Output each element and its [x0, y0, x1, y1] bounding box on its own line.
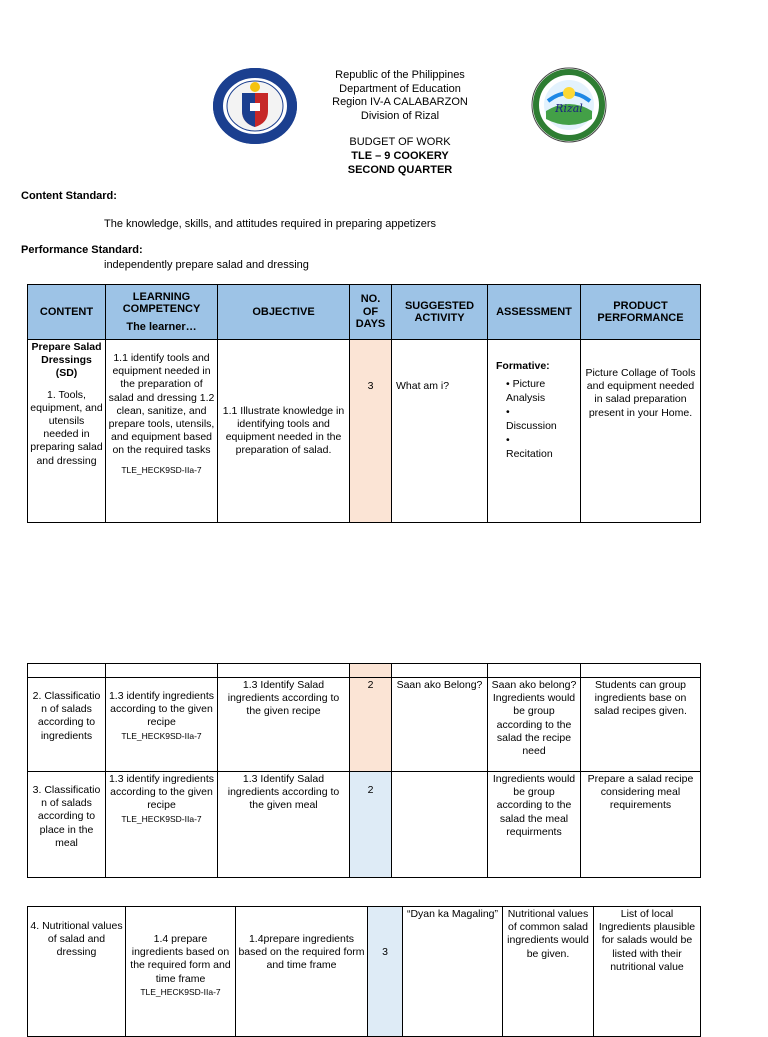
document-header — [300, 69, 500, 177]
budget-table-page2 — [27, 663, 701, 878]
document-title: BUDGET OF WORK — [349, 136, 451, 149]
row2-competency-cell — [106, 678, 218, 772]
row1-activity: What am i? — [392, 340, 488, 523]
empty-cell — [488, 664, 581, 678]
budget-table-page3 — [27, 906, 701, 1037]
header-line-republic: Republic of the Philippines — [335, 69, 465, 81]
row2-content: 2. Classificatio n of salads according to ingredients — [28, 678, 106, 772]
list-item: • — [506, 406, 510, 419]
row3-objective: 1.3 Identify Salad ingredients according to the given meal — [218, 772, 350, 878]
row3-competency: 1.3 identify ingredients according to the given recipe — [108, 773, 215, 812]
document-subject: TLE – 9 COOKERY — [351, 149, 449, 162]
row1-content-body: 1. Tools, equipment, and utensils needed in preparing salad and dressing — [30, 388, 103, 467]
header-line-region: Region IV-A CALABARZON — [332, 96, 468, 109]
row1-competency-cell — [106, 340, 218, 523]
row1-code: TLE_HECK9SD-IIa-7 — [121, 464, 202, 475]
row1-content-cell — [28, 340, 106, 523]
empty-cell — [218, 664, 350, 678]
row2-objective: 1.3 Identify Salad ingredients according to the given recipe — [218, 678, 350, 772]
content-standard-label: Content Standard: — [21, 190, 117, 202]
row4-product: List of local Ingredients plausible for salads would be listed with their nutritional value — [594, 907, 701, 1037]
list-item: Recitation — [506, 448, 553, 461]
document-quarter: SECOND QUARTER — [347, 163, 453, 176]
col-header-activity: SUGGESTED ACTIVITY — [392, 285, 488, 340]
row3-activity — [392, 772, 488, 878]
col-header-product: PRODUCT PERFORMANCE — [581, 285, 701, 340]
row2-assessment: Saan ako belong? Ingredients would be group according to the salad the recipe need — [488, 678, 581, 772]
row3-assessment: Ingredients would be group according to the salad the meal requirments — [488, 772, 581, 878]
row2-activity: Saan ako Belong? — [392, 678, 488, 772]
table-row — [28, 678, 701, 772]
row1-assessment-title: Formative: — [496, 360, 550, 372]
list-item: Discussion — [506, 420, 557, 433]
table-row — [28, 907, 701, 1037]
empty-cell — [106, 664, 218, 678]
row4-days: 3 — [368, 907, 403, 1037]
row3-days: 2 — [350, 772, 392, 878]
row2-days: 2 — [350, 678, 392, 772]
header-line-division: Division of Rizal — [360, 109, 440, 122]
col-header-assessment: ASSESSMENT — [488, 285, 581, 340]
deped-seal-logo — [212, 67, 298, 145]
header-line-department: Department of Education — [339, 82, 461, 95]
empty-cell — [28, 664, 106, 678]
row4-competency-cell — [126, 907, 236, 1037]
budget-table-page1 — [27, 284, 701, 523]
col-header-competency — [106, 285, 218, 340]
empty-cell — [350, 664, 392, 678]
row1-assessment-cell — [488, 340, 581, 523]
content-standard-text: The knowledge, skills, and attitudes required in preparing appetizers — [104, 218, 437, 230]
rizal-logo-text: Rizal — [555, 102, 583, 115]
table-header-row — [28, 285, 701, 340]
row4-competency: 1.4 prepare ingredients based on the required form and time frame — [130, 933, 231, 985]
empty-cell — [581, 664, 701, 678]
row4-assessment: Nutritional values of common salad ingredients would be given. — [503, 907, 594, 1037]
row1-competency: 1.1 identify tools and equipment needed in the preparation of salad and dressing 1.2 clean, sanitize, and prepare tools, utensils, and equipment based on the required tasks — [108, 352, 215, 457]
row2-product: Students can group ingredients base on salad recipes given. — [581, 678, 701, 772]
performance-standard-text: independently prepare salad and dressing — [104, 259, 309, 271]
row4-activity: “Dyan ka Magaling” — [403, 907, 503, 1037]
row2-competency: 1.3 identify ingredients according to the given recipe — [108, 690, 215, 729]
table-row — [28, 340, 701, 523]
row3-code: TLE_HECK9SD-IIa-7 — [121, 813, 202, 824]
division-rizal-seal-logo — [530, 67, 608, 143]
row4-objective: 1.4prepare ingredients based on the required form and time frame — [236, 907, 368, 1037]
list-item: • Picture Analysis — [506, 378, 546, 405]
row1-objective: 1.1 Illustrate knowledge in identifying tools and equipment needed in the preparation of salad. — [218, 340, 350, 523]
table-row — [28, 772, 701, 878]
competency-header-line1: LEARNING COMPETENCY — [122, 290, 201, 316]
empty-cell — [392, 664, 488, 678]
row4-code: TLE_HECK9SD-IIa-7 — [140, 986, 221, 997]
row1-product: Picture Collage of Tools and equipment needed in salad preparation present in your Home. — [581, 340, 701, 523]
col-header-days: NO. OF DAYS — [350, 285, 392, 340]
row4-content: 4. Nutritional values of salad and dressing — [28, 907, 126, 1037]
row3-product: Prepare a salad recipe considering meal requirements — [581, 772, 701, 878]
row3-competency-cell — [106, 772, 218, 878]
row1-days: 3 — [350, 340, 392, 523]
row3-content: 3. Classificatio n of salads according to place in the meal — [28, 772, 106, 878]
col-header-content: CONTENT — [28, 285, 106, 340]
row1-assessment-list — [496, 377, 578, 461]
row1-content-title: Prepare Salad Dressings (SD) — [31, 341, 102, 380]
table-row-empty — [28, 664, 701, 678]
competency-header-line2: The learner… — [126, 320, 197, 333]
list-item: • — [506, 434, 510, 447]
row2-code: TLE_HECK9SD-IIa-7 — [121, 730, 202, 741]
col-header-objective: OBJECTIVE — [218, 285, 350, 340]
performance-standard-label: Performance Standard: — [21, 244, 143, 256]
